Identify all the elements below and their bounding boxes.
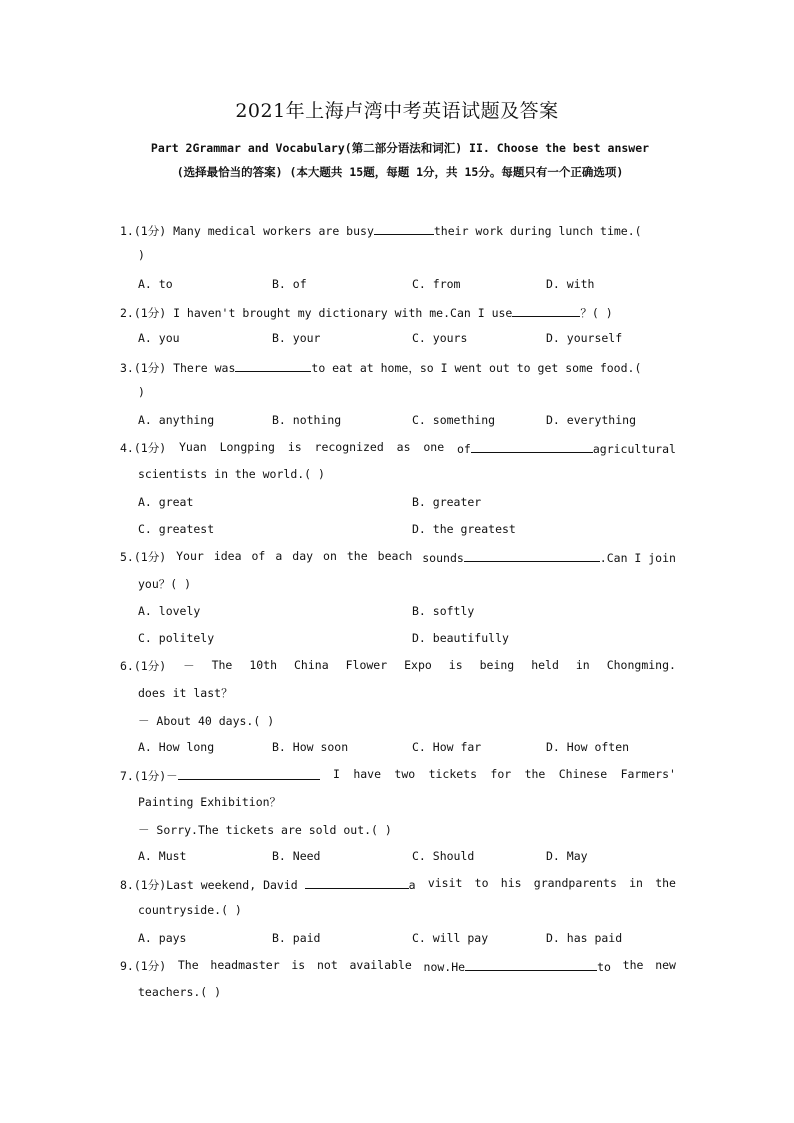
question-word: .Can I join: [599, 551, 676, 565]
question-word: is: [448, 658, 463, 672]
question-word: Chinese: [558, 767, 608, 781]
part-heading: Part 2Grammar and Vocabulary(第二部分语法和词汇) II. Choose the best answer: [150, 141, 650, 155]
option-b[interactable]: B. nothing: [272, 413, 342, 427]
question-text: their work during lunch time.(: [433, 224, 642, 238]
question-9: [120, 958, 676, 974]
question-5: [120, 549, 676, 565]
question-word: not: [316, 958, 338, 972]
option-a[interactable]: A. pays: [138, 931, 187, 945]
option-d[interactable]: D. with: [546, 277, 595, 291]
question-word: two: [394, 767, 416, 781]
option-a[interactable]: A. to: [138, 277, 173, 291]
option-c[interactable]: C. yours: [412, 331, 468, 345]
option-a[interactable]: A. anything: [138, 413, 215, 427]
question-7-continuation: Painting Exhibition？: [138, 795, 282, 809]
answer-blank[interactable]: [235, 359, 311, 372]
question-word: headmaster: [210, 958, 280, 972]
question-word: Chongming.: [606, 658, 676, 672]
question-number: 8.: [120, 878, 134, 892]
question-word: now.He: [423, 960, 466, 974]
question-word: one: [423, 440, 445, 454]
question-text: Many medical workers are busy: [173, 224, 374, 238]
question-word: Expo: [404, 658, 432, 672]
question-4: [120, 440, 676, 456]
answer-blank[interactable]: [512, 304, 580, 317]
question-text: There was: [173, 361, 236, 375]
question-4-continuation: scientists in the world.( ): [138, 467, 325, 481]
question-number: 2.: [120, 306, 134, 320]
question-word: Longping: [219, 440, 275, 454]
option-d[interactable]: D. has paid: [546, 931, 623, 945]
question-score: (1分): [133, 306, 167, 320]
question-word: a: [408, 878, 416, 892]
question-word: China: [294, 658, 329, 672]
question-number: 4.: [120, 441, 134, 455]
question-word: day: [292, 549, 314, 563]
question-word: The: [211, 658, 233, 672]
question-word: tickets: [428, 767, 478, 781]
question-score: (1分): [133, 769, 167, 783]
question-word: visit: [427, 876, 463, 890]
question-score: (1分): [133, 659, 167, 673]
question-word: held: [531, 658, 559, 672]
question-1-continuation: ): [138, 248, 145, 262]
answer-blank[interactable]: [374, 222, 434, 235]
question-word: for: [490, 767, 512, 781]
question-word: Farmers': [620, 767, 676, 781]
question-score: (1分): [133, 441, 167, 455]
question-word: the: [524, 767, 546, 781]
option-c[interactable]: C. greatest: [138, 522, 215, 536]
question-word: available: [349, 958, 412, 972]
option-a[interactable]: A. Must: [138, 849, 187, 863]
option-b[interactable]: B. greater: [412, 495, 482, 509]
option-d[interactable]: D. the greatest: [412, 522, 516, 536]
question-3: [120, 359, 676, 376]
question-word: idea: [213, 549, 242, 563]
question-word: to: [474, 876, 489, 890]
option-c[interactable]: C. How far: [412, 740, 482, 754]
question-word: is: [287, 440, 302, 454]
question-9-continuation: teachers.( ): [138, 985, 222, 999]
question-word: Yuan: [179, 440, 207, 454]
answer-blank[interactable]: [305, 876, 409, 889]
question-number: 7.: [120, 769, 134, 783]
answer-blank[interactable]: [471, 440, 593, 453]
question-8-continuation: countryside.( ): [138, 903, 242, 917]
question-5-continuation: you？( ): [138, 577, 192, 591]
question-score: (1分): [133, 361, 167, 375]
question-score: (1分): [133, 959, 167, 973]
question-word: Your: [176, 549, 204, 563]
option-d[interactable]: D. How often: [546, 740, 630, 754]
question-6-continuation: does it last？: [138, 686, 233, 700]
option-a[interactable]: A. How long: [138, 740, 215, 754]
question-word: Flower: [345, 658, 388, 672]
question-word: 10th: [249, 658, 278, 672]
question-word: his: [500, 876, 522, 890]
question-word: being: [479, 658, 515, 672]
option-c[interactable]: C. will pay: [412, 931, 489, 945]
question-word: I: [333, 767, 340, 781]
option-b[interactable]: B. Need: [272, 849, 321, 863]
question-number: 3.: [120, 361, 134, 375]
question-word: recognized: [314, 440, 384, 454]
answer-blank[interactable]: [178, 767, 320, 780]
question-word: as: [396, 440, 411, 454]
option-c[interactable]: C. something: [412, 413, 496, 427]
question-word: the: [622, 958, 644, 972]
option-c[interactable]: C. from: [412, 277, 461, 291]
question-word: －: [183, 659, 195, 673]
question-score: (1分): [133, 550, 167, 564]
option-b[interactable]: B. softly: [412, 604, 475, 618]
document-title: 2021年上海卢湾中考英语试题及答案: [235, 100, 559, 122]
question-8: [120, 876, 676, 893]
question-7-reply: － Sorry.The tickets are sold out.( ): [138, 823, 392, 837]
question-word: to: [597, 960, 611, 974]
question-1: [120, 222, 676, 239]
option-d[interactable]: D. beautifully: [412, 631, 509, 645]
question-number: 5.: [120, 550, 134, 564]
question-word: of: [251, 549, 266, 563]
answer-blank[interactable]: [465, 958, 597, 971]
option-d[interactable]: D. everything: [546, 413, 637, 427]
question-number: 6.: [120, 659, 134, 673]
question-word: of: [457, 442, 471, 456]
question-word: have: [353, 767, 382, 781]
question-number: 9.: [120, 959, 134, 973]
question-score: (1分): [133, 878, 167, 892]
option-c[interactable]: C. politely: [138, 631, 215, 645]
option-a[interactable]: A. you: [138, 331, 180, 345]
question-score: (1分): [133, 224, 167, 238]
question-word: is: [291, 958, 306, 972]
question-word: －: [166, 769, 178, 783]
option-d[interactable]: D. May: [546, 849, 588, 863]
option-b[interactable]: B. How soon: [272, 740, 349, 754]
question-text: ？( ): [580, 306, 613, 320]
option-a[interactable]: A. lovely: [138, 604, 201, 618]
option-a[interactable]: A. great: [138, 495, 194, 509]
question-word: the: [346, 549, 368, 563]
question-word: beach: [377, 549, 413, 563]
question-word: a: [275, 549, 283, 563]
question-2: [120, 304, 676, 321]
question-word: The: [177, 958, 199, 972]
question-word: the: [655, 876, 676, 890]
question-7: [120, 767, 676, 784]
question-text: to eat at home，so I went out to get some food.(: [311, 361, 642, 375]
question-3-continuation: ): [138, 385, 145, 399]
section-instruction: (选择最恰当的答案) (本大题共 15题，每题 1分，共 15分。每题只有一个正确选项): [176, 165, 624, 179]
question-word: on: [323, 549, 337, 563]
question-word: grandparents: [533, 876, 617, 890]
option-d[interactable]: D. yourself: [546, 331, 623, 345]
question-6-reply: － About 40 days.( ): [138, 714, 275, 728]
answer-blank[interactable]: [464, 549, 600, 562]
option-c[interactable]: C. Should: [412, 849, 475, 863]
question-number: 1.: [120, 224, 134, 238]
question-word: new: [655, 958, 676, 972]
question-word: Last weekend, David: [166, 878, 298, 892]
question-word: in: [629, 876, 643, 890]
question-word: in: [575, 658, 590, 672]
question-6: [120, 658, 676, 674]
question-word: agricultural: [592, 442, 676, 456]
option-b[interactable]: B. of: [272, 277, 307, 291]
option-b[interactable]: B. your: [272, 331, 321, 345]
option-b[interactable]: B. paid: [272, 931, 321, 945]
question-word: sounds: [422, 551, 464, 565]
question-text: I haven't brought my dictionary with me.Can I use: [173, 306, 513, 320]
